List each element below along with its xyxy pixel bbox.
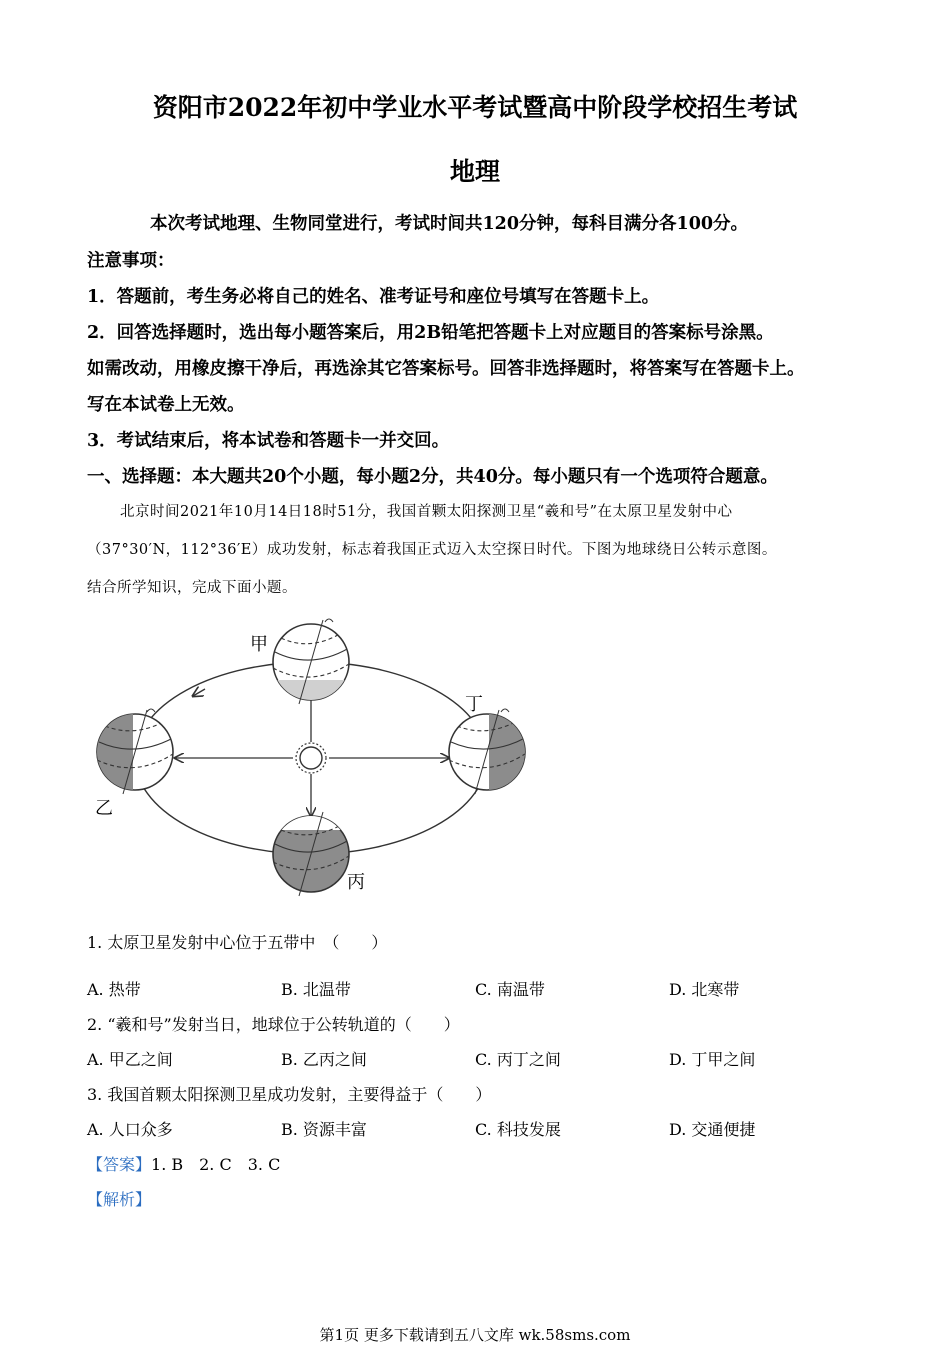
earth-ding-icon [449,709,529,794]
label-jia: 甲 [250,634,268,655]
notice-heading: 注意事项： [87,251,175,271]
question-2-option-d: D. 丁甲之间 [669,1050,756,1069]
label-yi: 乙 [95,798,113,819]
answer-tag: 【答案】 [87,1155,152,1174]
earth-jia-icon [273,619,353,710]
passage-line-2: （37°30′N，112°36′E）成功发射，标志着我国正式迈入太空探日时代。下图为地球绕日公转示意图。 [87,542,777,558]
passage-line-1: 北京时间2021年10月14日18时51分，我国首颗太阳探测卫星“羲和号”在太原卫星发射中心 [120,504,733,520]
section-heading: 一、选择题：本大题共20个小题，每小题2分，共40分。每小题只有一个选项符合题意。 [87,467,778,487]
sun-icon [296,743,326,773]
page-footer: 第1页 更多下载请到五八文库 wk.58sms.com [319,1326,631,1344]
intro-text: 本次考试地理、生物同堂进行，考试时间共120分钟，每科目满分各100分。 [150,214,749,234]
orbit-direction-arrow [193,689,205,696]
subject-title: 地理 [449,157,500,186]
question-2-option-b: B. 乙丙之间 [281,1050,367,1069]
question-2-option-c: C. 丙丁之间 [475,1050,561,1069]
notice-item-2-line-3: 写在本试卷上无效。 [87,395,245,415]
question-2-option-a: A. 甲乙之间 [87,1050,173,1069]
notice-item-2-line-2: 如需改动，用橡皮擦干净后，再选涂其它答案标号。回答非选择题时，将答案写在答题卡上。 [87,359,805,379]
earth-bing-icon [273,812,353,896]
label-ding: 丁 [465,694,483,715]
earth-orbit-diagram [85,612,545,902]
question-1-option-b: B. 北温带 [281,980,351,999]
question-3-option-a: A. 人口众多 [87,1120,173,1139]
passage-line-3: 结合所学知识，完成下面小题。 [87,580,297,596]
question-3-option-d: D. 交通便捷 [669,1120,756,1139]
question-2-stem: 2. “羲和号”发射当日，地球位于公转轨道的（ ） [87,1015,460,1034]
answer-line [87,1152,280,1175]
label-bing: 丙 [347,872,365,893]
answer-text: 1. B 2. C 3. C [151,1155,281,1174]
notice-item-1: 1．答题前，考生务必将自己的姓名、准考证号和座位号填写在答题卡上。 [87,287,660,307]
question-1-option-d: D. 北寒带 [669,980,740,999]
exam-title: 资阳市2022年初中学业水平考试暨高中阶段学校招生考试 [152,93,798,122]
notice-item-2-line-1: 2．回答选择题时，选出每小题答案后，用2B铅笔把答题卡上对应题目的答案标号涂黑。 [87,323,774,343]
question-3-option-b: B. 资源丰富 [281,1120,367,1139]
question-3-option-c: C. 科技发展 [475,1120,561,1139]
question-3-stem: 3. 我国首颗太阳探测卫星成功发射，主要得益于（ ） [87,1085,492,1104]
notice-item-3: 3．考试结束后，将本试卷和答题卡一并交回。 [87,431,450,451]
question-1-option-a: A. 热带 [87,980,141,999]
question-1-option-c: C. 南温带 [475,980,545,999]
earth-yi-icon [97,709,173,794]
analysis-tag: 【解析】 [87,1190,152,1209]
question-1-stem: 1. 太原卫星发射中心位于五带中 （ ） [87,933,388,952]
